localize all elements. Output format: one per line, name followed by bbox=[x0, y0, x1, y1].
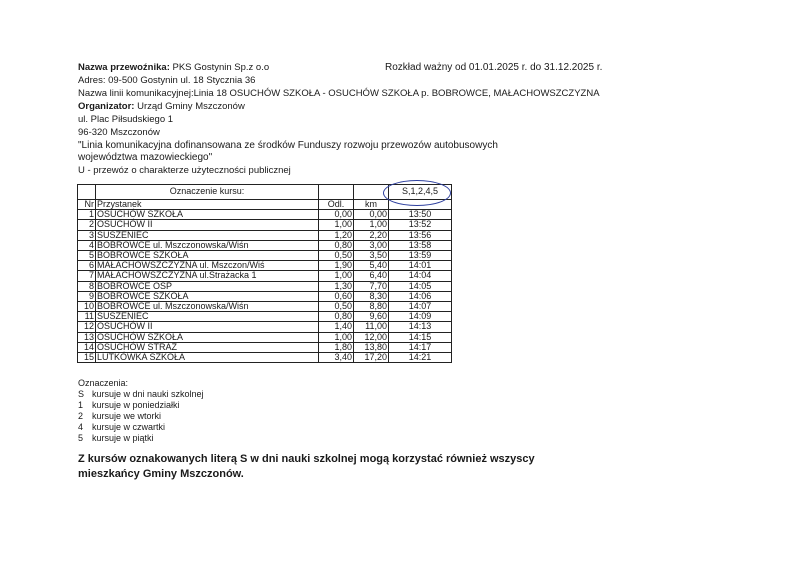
table-row bbox=[78, 302, 452, 312]
stop-number: 4 bbox=[78, 240, 96, 250]
stop-time: 13:59 bbox=[389, 251, 452, 261]
stop-number: 8 bbox=[78, 281, 96, 291]
stop-time: 14:15 bbox=[389, 332, 452, 342]
stop-km: 6,40 bbox=[354, 271, 389, 281]
stop-name: MAŁACHOWSZCZYZNA ul.Strażacka 1 bbox=[96, 271, 319, 281]
schedule-table bbox=[77, 184, 452, 363]
stop-time: 14:21 bbox=[389, 353, 452, 363]
funding-line-2: województwa mazowieckiego" bbox=[78, 152, 213, 163]
stop-number: 6 bbox=[78, 261, 96, 271]
stop-km: 9,60 bbox=[354, 312, 389, 322]
stop-distance: 1,40 bbox=[319, 322, 354, 332]
col-nr-header: Nr bbox=[78, 200, 96, 210]
stop-km: 2,20 bbox=[354, 230, 389, 240]
stop-km: 7,70 bbox=[354, 281, 389, 291]
carrier-label: Nazwa przewoźnika: bbox=[78, 62, 170, 73]
stop-time: 14:07 bbox=[389, 302, 452, 312]
stop-km: 0,00 bbox=[354, 210, 389, 220]
carrier-address: Adres: 09-500 Gostynin ul. 18 Stycznia 36 bbox=[78, 75, 256, 86]
course-code-circle bbox=[383, 180, 451, 206]
stop-time: 14:04 bbox=[389, 271, 452, 281]
col-odl-header: Odl. bbox=[319, 200, 354, 210]
legend-item bbox=[78, 411, 204, 422]
stop-name: BOBROWCE ul. Mszczonowska/Wiśn bbox=[96, 240, 319, 250]
stop-time: 13:58 bbox=[389, 240, 452, 250]
organizer-street: ul. Plac Piłsudskiego 1 bbox=[78, 114, 174, 125]
stop-name: BOBROWCE OSP bbox=[96, 281, 319, 291]
carrier-name: PKS Gostynin Sp.z o.o bbox=[172, 62, 270, 73]
table-row bbox=[78, 312, 452, 322]
stop-number: 1 bbox=[78, 210, 96, 220]
stop-distance: 0,60 bbox=[319, 291, 354, 301]
stop-time: 14:13 bbox=[389, 322, 452, 332]
legend-desc: kursuje we wtorki bbox=[92, 411, 162, 421]
stop-distance: 1,30 bbox=[319, 281, 354, 291]
stop-number: 7 bbox=[78, 271, 96, 281]
stop-name: OSUCHÓW II bbox=[96, 322, 319, 332]
stop-distance: 1,80 bbox=[319, 342, 354, 352]
stop-time: 13:52 bbox=[389, 220, 452, 230]
table-row bbox=[78, 332, 452, 342]
table-row bbox=[78, 322, 452, 332]
stop-number: 15 bbox=[78, 353, 96, 363]
stop-number: 5 bbox=[78, 251, 96, 261]
stop-time: 13:50 bbox=[389, 210, 452, 220]
legend-code: 4 bbox=[78, 422, 84, 432]
footer-line-1: Z kursów oznakowanych literą S w dni nauki szkolnej mogą korzystać również wszyscy bbox=[78, 453, 535, 465]
stop-distance: 0,80 bbox=[319, 240, 354, 250]
legend-item bbox=[78, 400, 204, 411]
line-name: Nazwa linii komunikacyjnej:Linia 18 OSUCHÓW SZKOŁA - OSUCHÓW SZKOŁA p. BOBROWCE, MAŁACHOWSZCZYZNA bbox=[78, 88, 600, 99]
stop-number: 12 bbox=[78, 322, 96, 332]
stop-time: 14:01 bbox=[389, 261, 452, 271]
footer-line-2: mieszkańcy Gminy Mszczonów. bbox=[78, 468, 244, 480]
table-row bbox=[78, 251, 452, 261]
stop-distance: 3,40 bbox=[319, 353, 354, 363]
legend-code: 2 bbox=[78, 411, 84, 421]
legend-item bbox=[78, 389, 204, 400]
stop-time: 14:17 bbox=[389, 342, 452, 352]
table-row bbox=[78, 261, 452, 271]
table-row bbox=[78, 342, 452, 352]
stop-number: 2 bbox=[78, 220, 96, 230]
stop-name: BOBROWCE ul. Mszczonowska/Wiśn bbox=[96, 302, 319, 312]
stop-km: 11,00 bbox=[354, 322, 389, 332]
stop-name: LUTKÓWKA SZKOŁA bbox=[96, 353, 319, 363]
legend-title: Oznaczenia: bbox=[78, 378, 129, 388]
legend-code: 5 bbox=[78, 433, 84, 443]
stop-km: 17,20 bbox=[354, 353, 389, 363]
table-row bbox=[78, 230, 452, 240]
table-row bbox=[78, 271, 452, 281]
stop-number: 10 bbox=[78, 302, 96, 312]
header-blank bbox=[78, 185, 96, 200]
table-row bbox=[78, 240, 452, 250]
legend-desc: kursuje w czwartki bbox=[92, 422, 166, 432]
table-row bbox=[78, 220, 452, 230]
carrier-line bbox=[78, 62, 269, 73]
stop-name: OSUCHÓW II bbox=[96, 220, 319, 230]
stop-km: 5,40 bbox=[354, 261, 389, 271]
footer-note bbox=[78, 452, 535, 482]
stop-km: 13,80 bbox=[354, 342, 389, 352]
legend-desc: kursuje w dni nauki szkolnej bbox=[92, 389, 204, 399]
stop-distance: 0,50 bbox=[319, 251, 354, 261]
col-km-header: km bbox=[354, 200, 389, 210]
legend-code: 1 bbox=[78, 400, 84, 410]
header-blank bbox=[319, 185, 354, 200]
stop-time: 14:06 bbox=[389, 291, 452, 301]
stop-distance: 1,20 bbox=[319, 230, 354, 240]
legend-code: S bbox=[78, 389, 85, 399]
stop-name: OSUCHÓW SZKOŁA bbox=[96, 332, 319, 342]
stop-distance: 0,50 bbox=[319, 302, 354, 312]
stop-distance: 1,00 bbox=[319, 271, 354, 281]
legend bbox=[78, 378, 204, 444]
stop-distance: 1,00 bbox=[319, 332, 354, 342]
stop-time: 14:05 bbox=[389, 281, 452, 291]
stop-number: 14 bbox=[78, 342, 96, 352]
table-row bbox=[78, 353, 452, 363]
stop-name: OSUCHÓW STRAŻ bbox=[96, 342, 319, 352]
stop-number: 13 bbox=[78, 332, 96, 342]
stop-km: 8,80 bbox=[354, 302, 389, 312]
stop-km: 3,00 bbox=[354, 240, 389, 250]
organizer-city: 96-320 Mszczonów bbox=[78, 127, 160, 138]
stop-time: 14:09 bbox=[389, 312, 452, 322]
col-stop-header: Przystanek bbox=[96, 200, 319, 210]
legend-desc: kursuje w piątki bbox=[92, 433, 154, 443]
legend-desc: kursuje w poniedziałki bbox=[92, 400, 180, 410]
course-label: Oznaczenie kursu: bbox=[96, 185, 319, 200]
stop-time: 13:56 bbox=[389, 230, 452, 240]
stop-distance: 0,00 bbox=[319, 210, 354, 220]
legend-item bbox=[78, 433, 204, 444]
table-row bbox=[78, 291, 452, 301]
stop-distance: 0,80 bbox=[319, 312, 354, 322]
course-code: S,1,2,4,5 bbox=[389, 185, 452, 200]
stop-km: 12,00 bbox=[354, 332, 389, 342]
stop-name: SUSZENIEC bbox=[96, 230, 319, 240]
stop-distance: 1,00 bbox=[319, 220, 354, 230]
table-row bbox=[78, 210, 452, 220]
stop-number: 3 bbox=[78, 230, 96, 240]
public-service-note: U - przewóz o charakterze użyteczności publicznej bbox=[78, 165, 291, 176]
legend-item bbox=[78, 422, 204, 433]
stop-name: BOBROWCE SZKOŁA bbox=[96, 251, 319, 261]
table-row bbox=[78, 281, 452, 291]
stop-name: BOBROWCE SZKOŁA bbox=[96, 291, 319, 301]
funding-line-1: "Linia komunikacyjna dofinansowana ze środków Funduszy rozwoju przewozów autobusowych bbox=[78, 140, 498, 151]
stop-km: 1,00 bbox=[354, 220, 389, 230]
stop-number: 9 bbox=[78, 291, 96, 301]
stop-km: 3,50 bbox=[354, 251, 389, 261]
stop-name: MAŁACHOWSZCZYZNA ul. Mszczon/Wiś bbox=[96, 261, 319, 271]
stop-name: OSUCHÓW SZKOŁA bbox=[96, 210, 319, 220]
organizer-label: Organizator: bbox=[78, 101, 135, 112]
organizer-line bbox=[78, 101, 245, 112]
stop-name: SUSZENIEC bbox=[96, 312, 319, 322]
validity-period: Rozkład ważny od 01.01.2025 r. do 31.12.2025 r. bbox=[385, 62, 603, 73]
stop-distance: 1,90 bbox=[319, 261, 354, 271]
organizer-name: Urząd Gminy Mszczonów bbox=[137, 101, 245, 112]
stop-km: 8,30 bbox=[354, 291, 389, 301]
stop-number: 11 bbox=[78, 312, 96, 322]
